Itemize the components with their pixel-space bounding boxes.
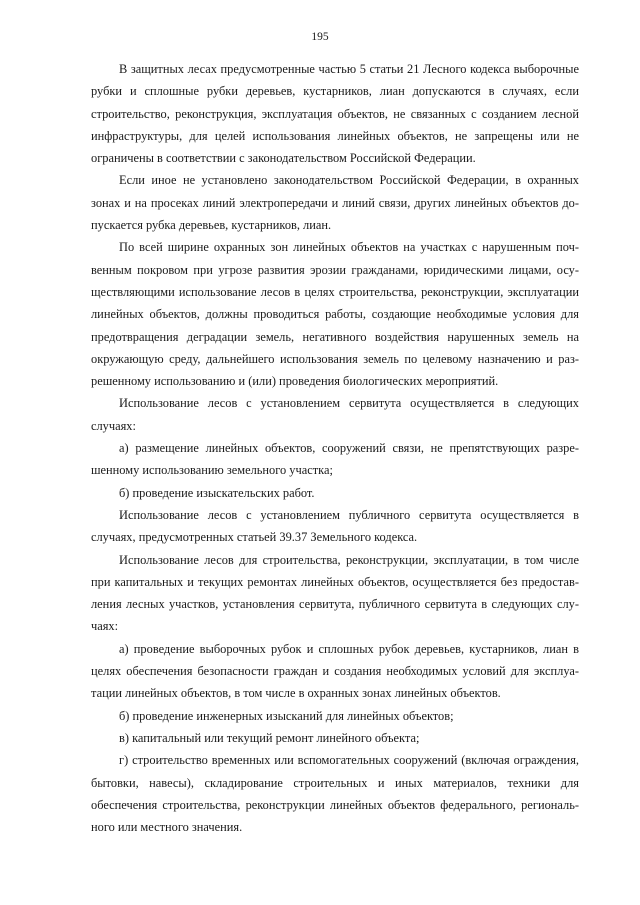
document-body: [91, 58, 579, 838]
list-item-servitude-a: а) размещение линейных объектов, сооружений связи, не препятствующих разрешенному использованию земельного участка;: [91, 441, 579, 478]
paragraph-security-zones: Если иное не установлено законодательством Российской Федерации, в охранных зонах и на просеках линий электропередачи и линий связи, других линейных объектов допускается рубка деревьев, кустарников, лиан.: [91, 173, 579, 233]
list-item-without-lease-b: б) проведение инженерных изысканий для линейных объектов;: [119, 708, 454, 723]
list-item-without-lease-d: г) строительство временных или вспомогательных сооружений (включая ограждения, бытовки, навесы), складирование строительных и иных материалов, техники для обеспечения строительства, реконструкции линейных объектов федерального, регионального или местного значения.: [91, 753, 579, 835]
list-item-without-lease-c: в) капитальный или текущий ремонт линейного объекта;: [119, 730, 420, 745]
paragraph-protective-forests: В защитных лесах предусмотренные частью 5 статьи 21 Лесного кодекса выборочные рубки и сплошные рубки деревьев, кустарников, лиан допускаются в случаях, если строительство, реконструкция, эксплуатация объектов, не связанных с созданием лесной инфраструктуры, для целей использования линейных объектов, не запрещены или не ограничены в соответствии с законодательством Российской Федерации.: [91, 62, 579, 166]
paragraph-erosion-works: По всей ширине охранных зон линейных объектов на участках с нарушенным почвенным покровом при угрозе развития эрозии гражданами, юридическими лицами, осуществляющими использование лесов в целях строительства, реконструкции, эксплуатации линейных объектов, должны проводиться работы, создающие необходимые условия для предотвращения деградации земель, негативного воздействия нарушенных земель на окружающую среду, дальнейшего использования земель по целевому назначению и разрешенному использованию и (или) проведения биологических мероприятий.: [91, 240, 579, 389]
paragraph-servitude-cases: Использование лесов с установлением сервитута осуществляется в следующих случаях:: [91, 396, 579, 433]
paragraph-without-lease: Использование лесов для строительства, реконструкции, эксплуатации, в том числе при капитальных и текущих ремонтах линейных объектов, осуществляется без предоставления лесных участков, установления сервитута, публичного сервитута в следующих случаях:: [91, 552, 579, 634]
paragraph-public-servitude: Использование лесов с установлением публичного сервитута осуществляется в случаях, предусмотренных статьей 39.37 Земельного кодекса.: [91, 507, 579, 545]
page-number: 195: [311, 31, 329, 43]
list-item-servitude-b: б) проведение изыскательских работ.: [119, 485, 315, 500]
list-item-without-lease-a: а) проведение выборочных рубок и сплошных рубок деревьев, кустарников, лиан в целях обеспечения безопасности граждан и создания необходимых условий для эксплуатации линейных объектов, в том числе в охранных зонах линейных объектов.: [91, 641, 579, 701]
